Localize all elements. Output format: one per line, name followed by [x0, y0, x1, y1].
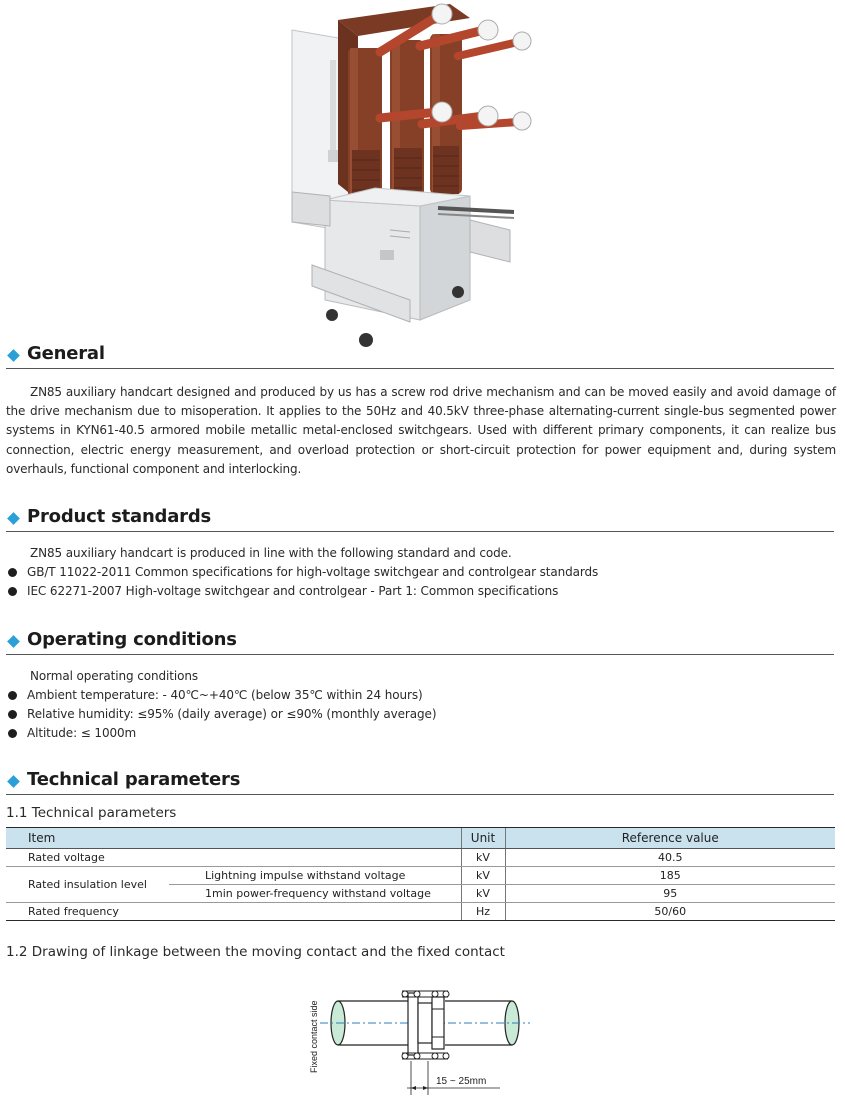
table-row: [6, 867, 835, 885]
section-divider: [6, 531, 834, 532]
technical-subtitle: 1.1 Technical parameters: [6, 805, 177, 821]
row-unit: kV: [461, 885, 505, 903]
standards-heading: [6, 506, 834, 532]
section-divider: [6, 794, 834, 795]
standard-item-text: GB/T 11022-2011 Common specifications for high-voltage switchgear and controlgear standards: [27, 565, 599, 579]
bullet-dot-icon: [8, 729, 17, 738]
row-subitem: Lightning impulse withstand voltage: [169, 867, 461, 885]
technical-heading: [6, 769, 834, 795]
bullet-dot-icon: [8, 710, 17, 719]
table-row: [6, 849, 835, 867]
condition-item-text: Relative humidity: ≤95% (daily average) or ≤90% (monthly average): [27, 707, 437, 721]
section-divider: [6, 368, 834, 369]
row-subitem: 1min power-frequency withstand voltage: [169, 885, 461, 903]
standards-intro: ZN85 auxiliary handcart is produced in line with the following standard and code.: [30, 546, 512, 560]
drawing-title: 1.2 Drawing of linkage between the moving contact and the fixed contact: [6, 944, 505, 960]
handcart-photo: [270, 0, 560, 352]
diamond-bullet-icon: [7, 349, 20, 362]
diamond-bullet-icon: [7, 512, 20, 525]
row-value: 50/60: [505, 903, 835, 921]
row-value: 40.5: [505, 849, 835, 867]
standard-item-text: IEC 62271-2007 High-voltage switchgear and controlgear - Part 1: Common specifications: [27, 584, 559, 598]
dimension-label: 15 ~ 25mm: [436, 1076, 487, 1087]
technical-title: Technical parameters: [27, 769, 241, 790]
standard-item: [8, 584, 558, 598]
row-unit: kV: [461, 867, 505, 885]
fixed-contact-side-label: Fixed contact side: [309, 1000, 319, 1073]
conditions-title: Operating conditions: [27, 629, 237, 650]
row-item: Rated frequency: [6, 903, 461, 921]
technical-parameters-table: [6, 827, 835, 921]
condition-item-text: Altitude: ≤ 1000m: [27, 726, 137, 740]
diamond-bullet-icon: [7, 775, 20, 788]
header-unit: Unit: [461, 828, 505, 849]
diamond-bullet-icon: [7, 635, 20, 648]
row-value: 185: [505, 867, 835, 885]
standard-item: [8, 565, 598, 579]
section-divider: [6, 654, 834, 655]
header-item: Item: [6, 828, 461, 849]
row-value: 95: [505, 885, 835, 903]
general-title: General: [27, 343, 105, 364]
standards-title: Product standards: [27, 506, 212, 527]
bullet-dot-icon: [8, 587, 17, 596]
row-item: Rated insulation level: [6, 867, 169, 903]
conditions-heading: [6, 629, 834, 655]
general-heading: [6, 343, 834, 369]
table-header-row: [6, 828, 835, 849]
conditions-intro: Normal operating conditions: [30, 669, 198, 683]
row-item: Rated voltage: [6, 849, 461, 867]
bullet-dot-icon: [8, 691, 17, 700]
row-unit: Hz: [461, 903, 505, 921]
condition-item: [8, 688, 423, 702]
general-text: ZN85 auxiliary handcart designed and produced by us has a screw rod drive mechanism and can be moved easily and avoid damage of the drive mechanism due to misoperation. It applies to the 50Hz and 40.5kV three-phase alternating-current single-bus segmented power systems in KYN61-40.5 armored mobile metallic metal-enclosed switchgears. Used with different primary components, it can realize bus connection, electric energy measurement, and overload protection or short-circuit protection for power equipment and, during system overhauls, functional component and interlocking.: [6, 385, 836, 476]
row-unit: kV: [461, 849, 505, 867]
condition-item: [8, 726, 136, 740]
condition-item: [8, 707, 436, 721]
table-row: [6, 903, 835, 921]
condition-item-text: Ambient temperature: - 40℃~+40℃ (below 35℃ within 24 hours): [27, 688, 423, 702]
header-value: Reference value: [505, 828, 835, 849]
bullet-dot-icon: [8, 568, 17, 577]
linkage-drawing: [290, 983, 550, 1111]
